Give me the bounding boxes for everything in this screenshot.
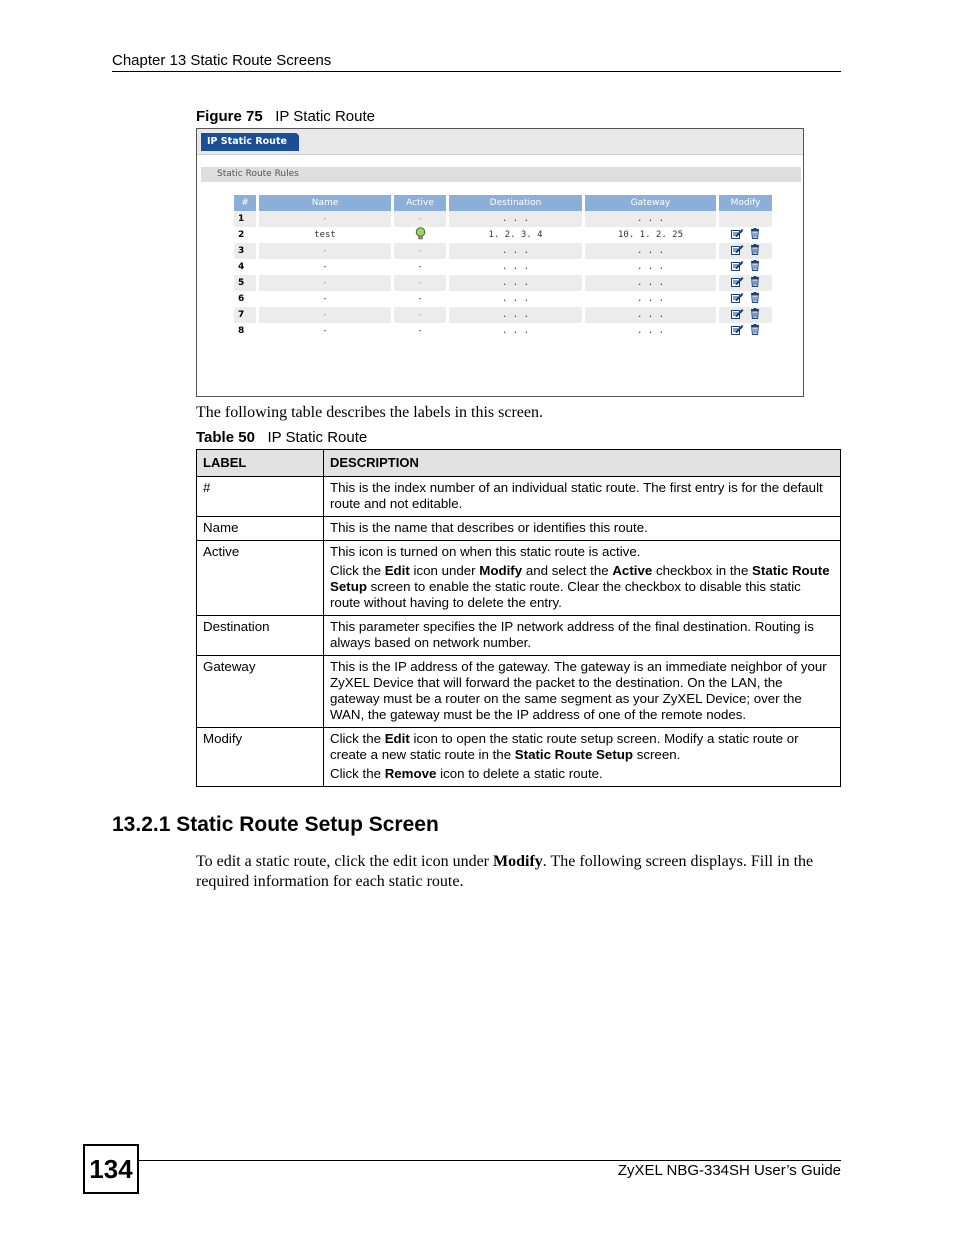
row-label: Active [197,541,324,616]
description-paragraph [330,731,834,763]
footer-rule [139,1160,841,1161]
route-modify [719,291,772,307]
route-gateway: . . . [585,243,716,259]
route-destination: . . . [449,307,582,323]
text-segment: Edit [384,563,410,578]
route-destination: . . . [449,211,582,227]
edit-icon[interactable] [731,244,744,258]
row-label: Modify [197,728,324,787]
text-segment: Modify [493,853,543,870]
text-segment: This is the name that describes or identifies this route. [330,520,648,535]
remove-icon[interactable] [750,260,760,274]
section-band [201,167,801,182]
route-index: 1 [234,211,256,227]
text-segment: . The following screen displays. Fill in the required information for each static route. [196,853,814,890]
route-modify [719,243,772,259]
row-description [324,656,841,728]
route-modify [719,275,772,291]
route-gateway: . . . [585,307,716,323]
text-segment: Click the [330,766,385,781]
remove-icon[interactable] [750,276,760,290]
route-name: - [322,294,328,304]
route-active: - [417,262,423,272]
route-active: - [417,326,423,336]
col-gateway-header: Gateway [585,195,716,211]
edit-icon[interactable] [731,228,744,242]
text-segment: This is the IP address of the gateway. The gateway is an immediate neighbor of your ZyXEL Device that will forward the packet to the destination. On the LAN, the gateway must be a router on the same segment as your ZyXEL Device; over the WAN, the gateway must be the IP address of one of the remote nodes. [330,659,827,722]
description-row [197,728,841,787]
text-segment: Static Route Setup [330,563,830,594]
route-index: 7 [234,307,256,323]
row-description [324,541,841,616]
col-index-header: # [234,195,256,211]
route-gateway: 10. 1. 2. 25 [617,230,684,240]
route-destination: . . . [501,294,530,304]
route-row [234,307,772,323]
description-paragraph [330,766,834,782]
description-paragraph [330,520,834,536]
route-modify [719,307,772,323]
route-name: - [259,211,391,227]
route-row [234,243,772,259]
text-segment: icon to open the static route setup screen. Modify a static route or create a new static route in the [330,731,799,762]
figure-caption [196,108,375,125]
row-description [324,477,841,517]
tab-ip-static-route[interactable]: IP Static Route [201,133,299,151]
table-label: Table 50 [196,429,255,446]
row-label: Gateway [197,656,324,728]
route-index: 2 [238,230,245,240]
edit-icon[interactable] [731,260,744,274]
route-row [234,211,772,227]
route-destination: . . . [501,262,530,272]
description-column-header: DESCRIPTION [324,450,841,477]
route-destination: . . . [501,326,530,336]
row-description [324,616,841,656]
col-name-header: Name [259,195,391,211]
route-active: - [394,275,446,291]
row-description [324,728,841,787]
table-caption [196,429,367,446]
route-gateway: . . . [636,262,665,272]
row-label: Destination [197,616,324,656]
route-row [234,275,772,291]
row-label: # [197,477,324,517]
route-destination: 1. 2. 3. 4 [488,230,543,240]
route-row [234,291,772,307]
description-row [197,616,841,656]
intro-text: The following table describes the labels in this screen. [196,404,544,421]
col-modify-header: Modify [719,195,772,211]
route-gateway: . . . [585,275,716,291]
footer-guide-title: ZyXEL NBG-334SH User’s Guide [617,1162,841,1179]
text-segment: Click the [330,563,385,578]
route-modify [719,323,772,339]
route-name: - [322,262,328,272]
edit-icon[interactable] [731,308,744,322]
route-active: - [394,243,446,259]
chapter-header: Chapter 13 Static Route Screens [112,52,332,69]
row-description [324,517,841,541]
route-gateway: . . . [636,326,665,336]
route-index: 4 [238,262,245,272]
description-paragraph [330,659,834,723]
text-segment: and select the [522,563,613,578]
route-name: test [314,230,336,240]
route-row [234,227,772,243]
route-gateway: . . . [585,211,716,227]
text-segment: screen. [633,747,681,762]
remove-icon[interactable] [750,292,760,306]
route-index: 6 [238,294,245,304]
row-label: Name [197,517,324,541]
ip-static-route-screenshot [196,128,804,397]
text-segment: This icon is turned on when this static route is active. [330,544,641,559]
description-paragraph [330,619,834,651]
description-paragraph [330,480,834,512]
route-name: - [259,275,391,291]
remove-icon[interactable] [750,324,760,338]
route-destination: . . . [449,243,582,259]
edit-icon[interactable] [731,276,744,290]
header-rule [112,71,841,72]
description-paragraph [330,544,834,560]
route-modify [719,227,772,243]
description-row [197,541,841,616]
text-segment: icon under [409,563,480,578]
text-segment: This is the index number of an individual static route. The first entry is for the default route and not editable. [330,480,823,511]
route-index: 3 [234,243,256,259]
figure-title: IP Static Route [275,108,375,125]
tab-bar [197,129,803,155]
route-rows [234,211,772,339]
remove-icon[interactable] [750,228,760,242]
description-row [197,517,841,541]
text-segment: Edit [384,731,410,746]
section-heading: 13.2.1 Static Route Setup Screen [112,813,439,836]
route-active [394,227,446,243]
route-index: 8 [238,326,245,336]
text-segment: To edit a static route, click the edit icon under [196,853,493,870]
route-name: - [259,307,391,323]
text-segment: icon to delete a static route. [436,766,603,781]
static-route-rules-title: Static Route Rules [217,169,299,179]
text-segment: This parameter specifies the IP network address of the final destination. Routing is always based on network number. [330,619,814,650]
route-row [234,259,772,275]
text-segment: Active [612,563,653,578]
route-destination: . . . [449,275,582,291]
route-gateway: . . . [636,294,665,304]
route-index: 5 [234,275,256,291]
bulb-on-icon [415,227,426,243]
text-segment: checkbox in the [652,563,753,578]
route-name: - [259,243,391,259]
text-segment: Click the [330,731,385,746]
text-segment: screen to enable the static route. Clear the checkbox to disable this static route without having to delete the entry. [330,579,801,610]
description-row [197,656,841,728]
edit-icon[interactable] [731,292,744,306]
text-segment: Static Route Setup [514,747,633,762]
description-paragraph [330,563,834,611]
col-active-header: Active [394,195,446,211]
route-modify [719,259,772,275]
route-modify [719,211,772,227]
route-active: - [394,211,446,227]
route-active: - [417,294,423,304]
description-rows [197,477,841,787]
route-name: - [322,326,328,336]
page-number: 134 [83,1144,139,1194]
col-destination-header: Destination [449,195,582,211]
text-segment: Remove [384,766,437,781]
route-row [234,323,772,339]
figure-label: Figure 75 [196,108,263,125]
edit-icon[interactable] [731,324,744,338]
static-route-rules-table [231,195,775,339]
description-table [196,449,841,787]
description-row [197,477,841,517]
route-active: - [394,307,446,323]
remove-icon[interactable] [750,308,760,322]
label-column-header: LABEL [197,450,324,477]
text-segment: Modify [479,563,523,578]
remove-icon[interactable] [750,244,760,258]
body-paragraph [196,852,841,892]
table-title: IP Static Route [267,429,368,446]
